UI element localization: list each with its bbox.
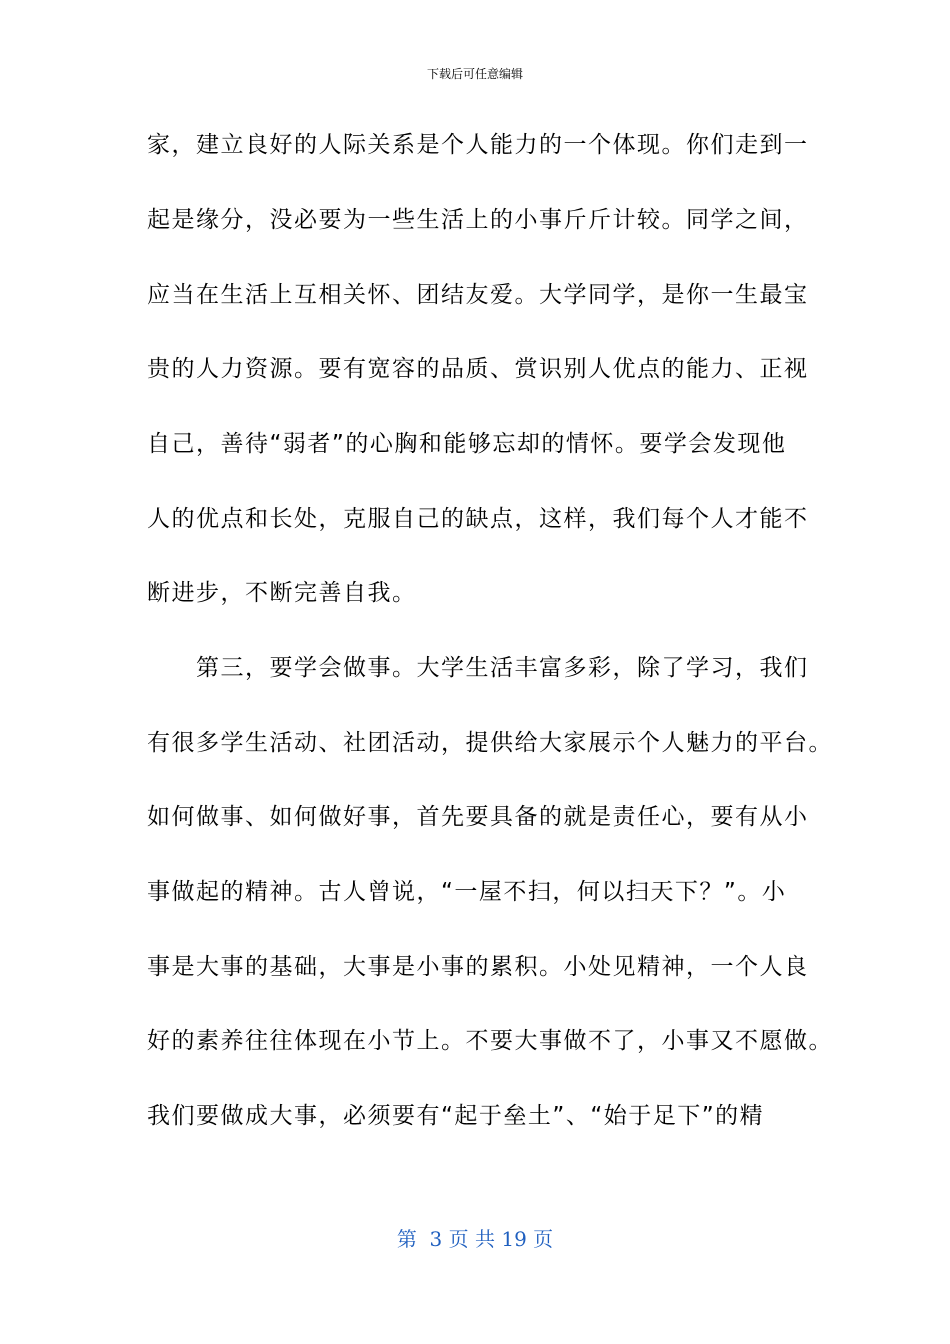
page-number-footer: 第 3 页 共 19 页 (396, 1227, 554, 1251)
body-line-7: 断进步，不断完善自我。 (147, 580, 417, 606)
body-line-2: 起是缘分，没必要为一些生活上的小事斤斤计较。同学之间， (147, 207, 809, 233)
body-line-8: 第三，要学会做事。大学生活丰富多彩，除了学习，我们 (147, 655, 809, 681)
body-line-10: 如何做事、如何做好事，首先要具备的就是责任心，要有从小 (147, 804, 809, 830)
body-line-5: 自己，善待“弱者”的心胸和能够忘却的情怀。要学会发现他 (147, 431, 787, 457)
body-line-13: 好的素养往往体现在小节上。不要大事做不了，小事又不愿做。 (147, 1028, 833, 1054)
body-line-3: 应当在生活上互相关怀、团结友爱。大学同学，是你一生最宝 (147, 282, 809, 308)
body-line-6: 人的优点和长处，克服自己的缺点，这样，我们每个人才能不 (147, 506, 809, 532)
body-line-14: 我们要做成大事，必须要有“起于垒土”、“始于足下”的精 (147, 1103, 765, 1129)
header-note: 下载后可任意编辑 (426, 67, 523, 81)
body-line-1: 家，建立良好的人际关系是个人能力的一个体现。你们走到一 (147, 132, 809, 158)
body-line-12: 事是大事的基础，大事是小事的累积。小处见精神，一个人良 (147, 954, 809, 980)
body-line-4: 贵的人力资源。要有宽容的品质、赏识别人优点的能力、正视 (147, 356, 809, 382)
body-line-9: 有很多学生活动、社团活动，提供给大家展示个人魅力的平台。 (147, 730, 833, 756)
body-line-11: 事做起的精神。古人曾说，“一屋不扫，何以扫天下？”。小 (147, 879, 787, 905)
